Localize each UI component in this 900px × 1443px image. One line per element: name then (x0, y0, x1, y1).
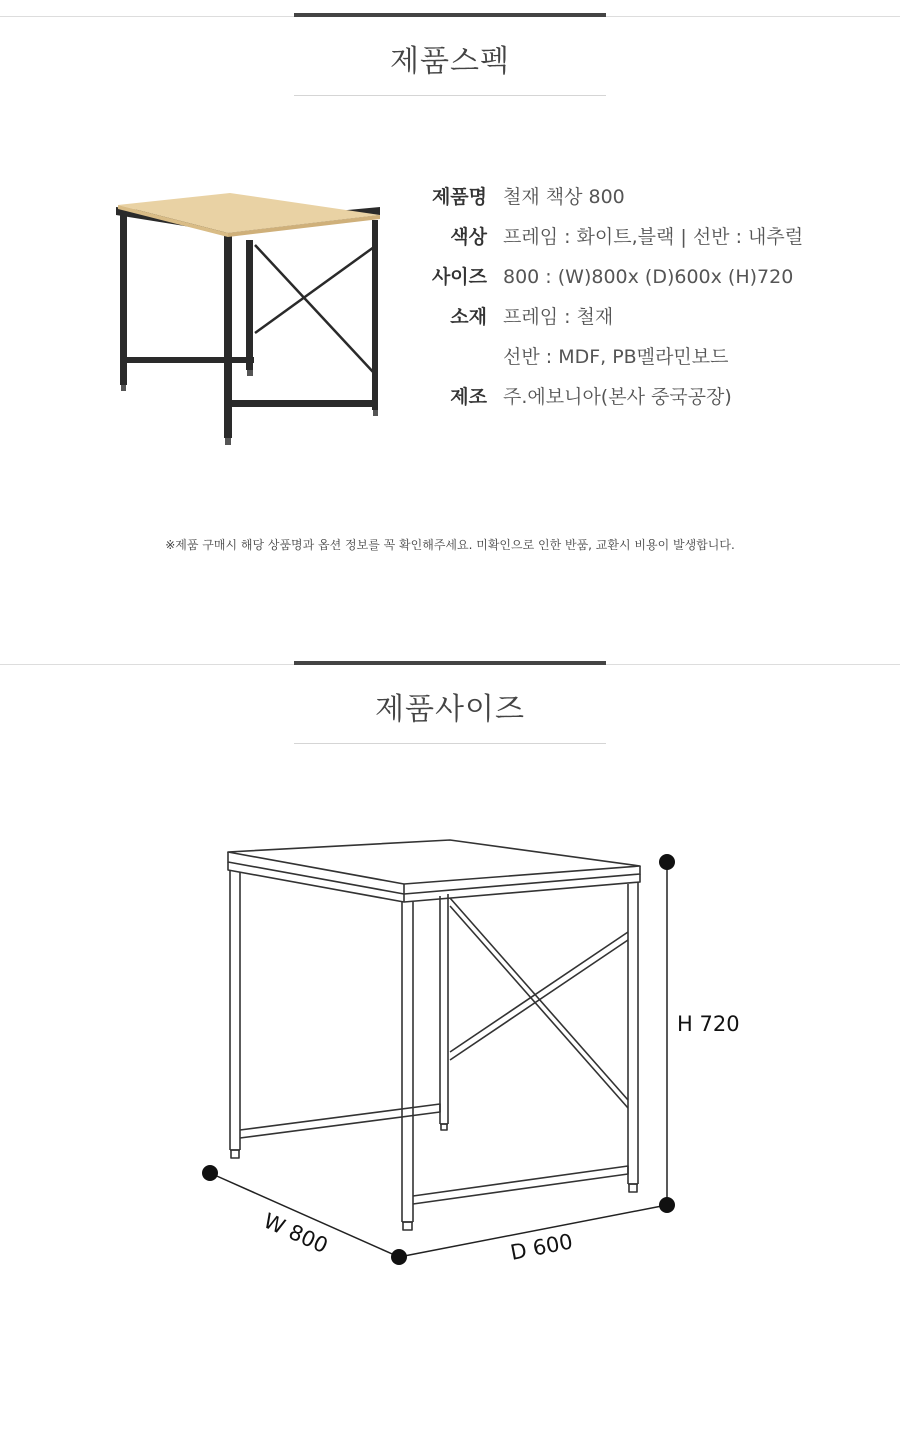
spec-section-title: 제품스펙 (390, 44, 510, 79)
spec-label: 색상 (450, 226, 487, 248)
spec-value: 프레임 : 화이트,블랙 | 선반 : 내추럴 (503, 226, 804, 248)
spec-label: 제품명 (431, 186, 487, 208)
size-section-title: 제품사이즈 (375, 692, 525, 727)
spec-value: 800 : (W)800x (D)600x (H)720 (503, 266, 794, 288)
spec-label: 제조 (450, 386, 487, 408)
purchase-notice: ※제품 구매시 해당 상품명과 옵션 정보를 꼭 확인해주세요. 미확인으로 인한 반품, 교환시 비용이 발생합니다. (165, 538, 735, 552)
height-dimension-label: H 720 (677, 1012, 740, 1036)
spec-value: 철재 책상 800 (503, 186, 625, 208)
spec-value: 선반 : MDF, PB멜라민보드 (503, 346, 729, 368)
width-dimension-label: W 800 (259, 1208, 332, 1259)
spec-value: 주.에보니아(본사 중국공장) (503, 386, 732, 408)
spec-label: 소재 (450, 306, 487, 328)
spec-value: 프레임 : 철재 (503, 306, 614, 328)
depth-dimension-label: D 600 (508, 1229, 575, 1265)
spec-label: 사이즈 (431, 266, 487, 288)
